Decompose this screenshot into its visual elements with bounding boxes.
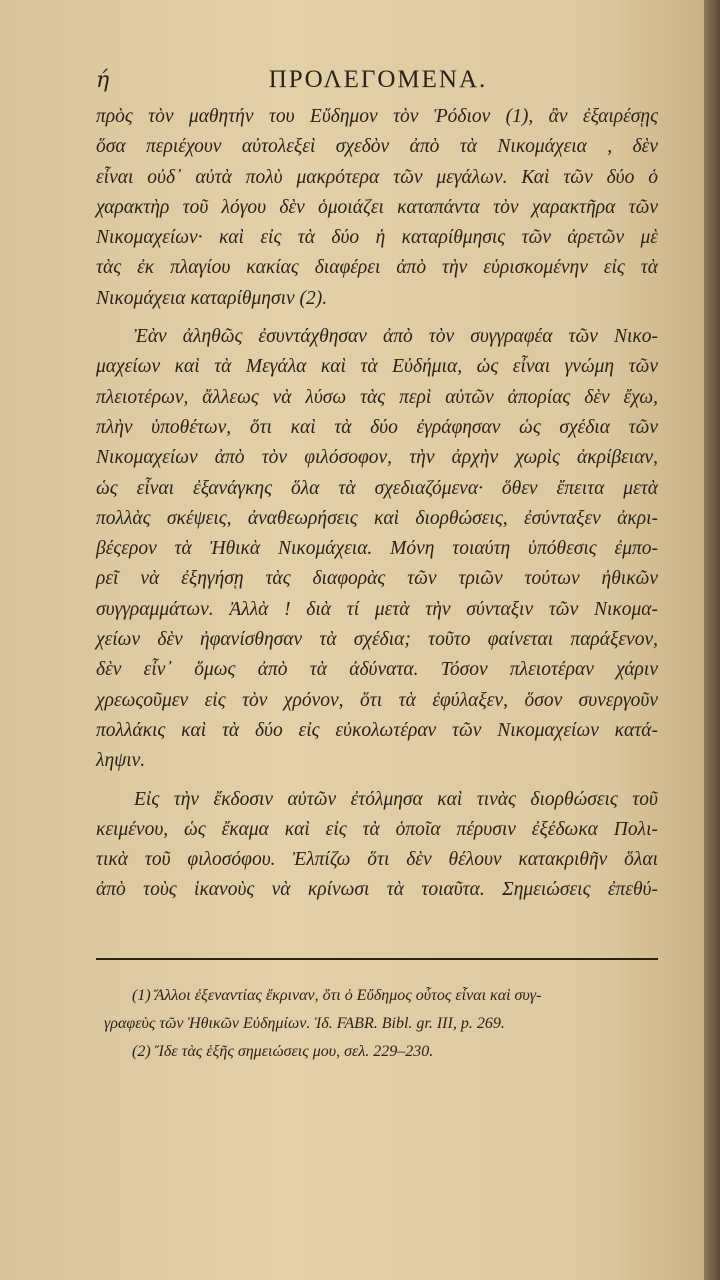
text-line: πλειοτέρων, ἄλλεως νὰ λύσω τὰς περὶ αὐτῶν ἀπορίας δὲν ἔχω, bbox=[96, 386, 658, 408]
footnote-2: (2) Ἴδε τὰς ἑξῆς σημειώσεις μου, σελ. 229–230. bbox=[132, 1043, 434, 1060]
text-line: πρὸς τὸν μαθητήν του Εὔδημον τὸν Ῥόδιον (1), ἂν ἐξαιρέσῃς bbox=[96, 106, 658, 127]
page-header bbox=[96, 66, 660, 100]
text-line: Νικομάχεια καταρίθμησιν (2). bbox=[96, 287, 328, 309]
body-text bbox=[96, 102, 658, 906]
text-line: χρεωςοῦμεν εἰς τὸν χρόνον, ὅτι τὰ ἐφύλαξεν, ὅσον συνεργοῦν bbox=[96, 689, 658, 711]
footnote-rule bbox=[96, 958, 658, 960]
text-line: βέςερον τὰ Ἠθικὰ Νικομάχεια. Μόνη τοιαύτη ὑπόθεσις ἐμπο- bbox=[96, 538, 658, 560]
text-line: κειμένου, ὡς ἔκαμα καὶ εἰς τὰ ὁποῖα πέρυσιν ἐξέδωκα Πολι- bbox=[96, 818, 658, 840]
text-line: ὅσα περιέχουν αὐτολεξεὶ σχεδὸν ἀπὸ τὰ Νικομάχεια , δὲν bbox=[96, 136, 658, 158]
text-line: ὡς εἶναι ἐξανάγκης ὅλα τὰ σχεδιαζόμενα· ὅθεν ἔπειτα μετὰ bbox=[96, 477, 658, 499]
text-line: πλὴν ὑποθέτων, ὅτι καὶ τὰ δύο ἐγράφησαν ὡς σχέδια τῶν bbox=[96, 416, 658, 438]
running-title: ΠΡΟΛΕΓΟΜΕΝΑ. bbox=[268, 66, 488, 93]
text-line: τικὰ τοῦ φιλοσόφου. Ἐλπίζω ὅτι δὲν θέλουν κατακριθῆν ὅλαι bbox=[96, 849, 658, 871]
text-line: χαρακτὴρ τοῦ λόγου δὲν ὁμοιάζει καταπάντα τὸν χαρακτῆρα τῶν bbox=[96, 196, 658, 218]
text-line: ληψιν. bbox=[96, 750, 146, 772]
text-line: εἶναι οὐδ᾽ αὐτὰ πολὺ μακρότερα τῶν μεγάλων. Καὶ τῶν δύο ὁ bbox=[96, 166, 658, 188]
text-line: ἀπὸ τοὺς ἱκανοὺς νὰ κρίνωσι τὰ τοιαῦτα. Σημειώσεις ἐπεθύ- bbox=[96, 879, 658, 901]
text-line: ρεῖ νὰ ἐξηγήσῃ τὰς διαφορὰς τῶν τριῶν τούτων ἠθικῶν bbox=[96, 568, 658, 590]
text-line: χείων δὲν ἠφανίσθησαν τὰ σχέδια; τοῦτο φαίνεται παράξενον, bbox=[96, 629, 658, 651]
page-number: ή bbox=[96, 68, 110, 93]
text-line: πολλὰς σκέψεις, ἀναθεωρήσεις καὶ διορθώσεις, ἐσύνταξεν ἀκρι- bbox=[96, 507, 658, 529]
text-line: δὲν εἶν᾽ ὅμως ἀπὸ τὰ ἀδύνατα. Τόσον πλειοτέραν χάριν bbox=[96, 659, 658, 681]
footnotes bbox=[96, 982, 658, 1066]
footnote-1-continuation: γραφεὺς τῶν Ἠθικῶν Εὐδημίων. Ἰδ. FABR. Bibl. gr. III, p. 269. bbox=[104, 1015, 505, 1032]
page-edge bbox=[704, 0, 720, 1280]
text-line: τὰς ἐκ πλαγίου κακίας διαφέρει ἀπὸ τὴν εὑρισκομένην εἰς τὰ bbox=[96, 257, 658, 279]
text-line: πολλάκις καὶ τὰ δύο εἰς εὐκολωτέραν τῶν Νικομαχείων κατά- bbox=[96, 719, 658, 741]
text-line: Εἰς τὴν ἔκδοσιν αὐτῶν ἐτόλμησα καὶ τινὰς διορθώσεις τοῦ bbox=[134, 788, 658, 810]
text-line: Ἐὰν ἀληθῶς ἐσυντάχθησαν ἀπὸ τὸν συγγραφέα τῶν Νικο- bbox=[134, 326, 658, 348]
footnote-1: (1) Ἄλλοι ἐξεναντίας ἔκριναν, ὅτι ὁ Εὔδημος οὗτος εἶναι καὶ συγ- bbox=[132, 987, 542, 1004]
text-line: Νικομαχείων ἀπὸ τὸν φιλόσοφον, τὴν ἀρχὴν χωρὶς ἀκρίβειαν, bbox=[96, 447, 658, 469]
text-line: Νικομαχείων· καὶ εἰς τὰ δύο ἡ καταρίθμησις τῶν ἀρετῶν μὲ bbox=[96, 227, 658, 249]
text-line: συγγραμμάτων. Ἀλλὰ ! διὰ τί μετὰ τὴν σύνταξιν τῶν Νικομα- bbox=[96, 598, 658, 620]
text-line: μαχείων καὶ τὰ Μεγάλα καὶ τὰ Εὐδήμια, ὡς εἶναι γνώμη τῶν bbox=[96, 356, 658, 378]
